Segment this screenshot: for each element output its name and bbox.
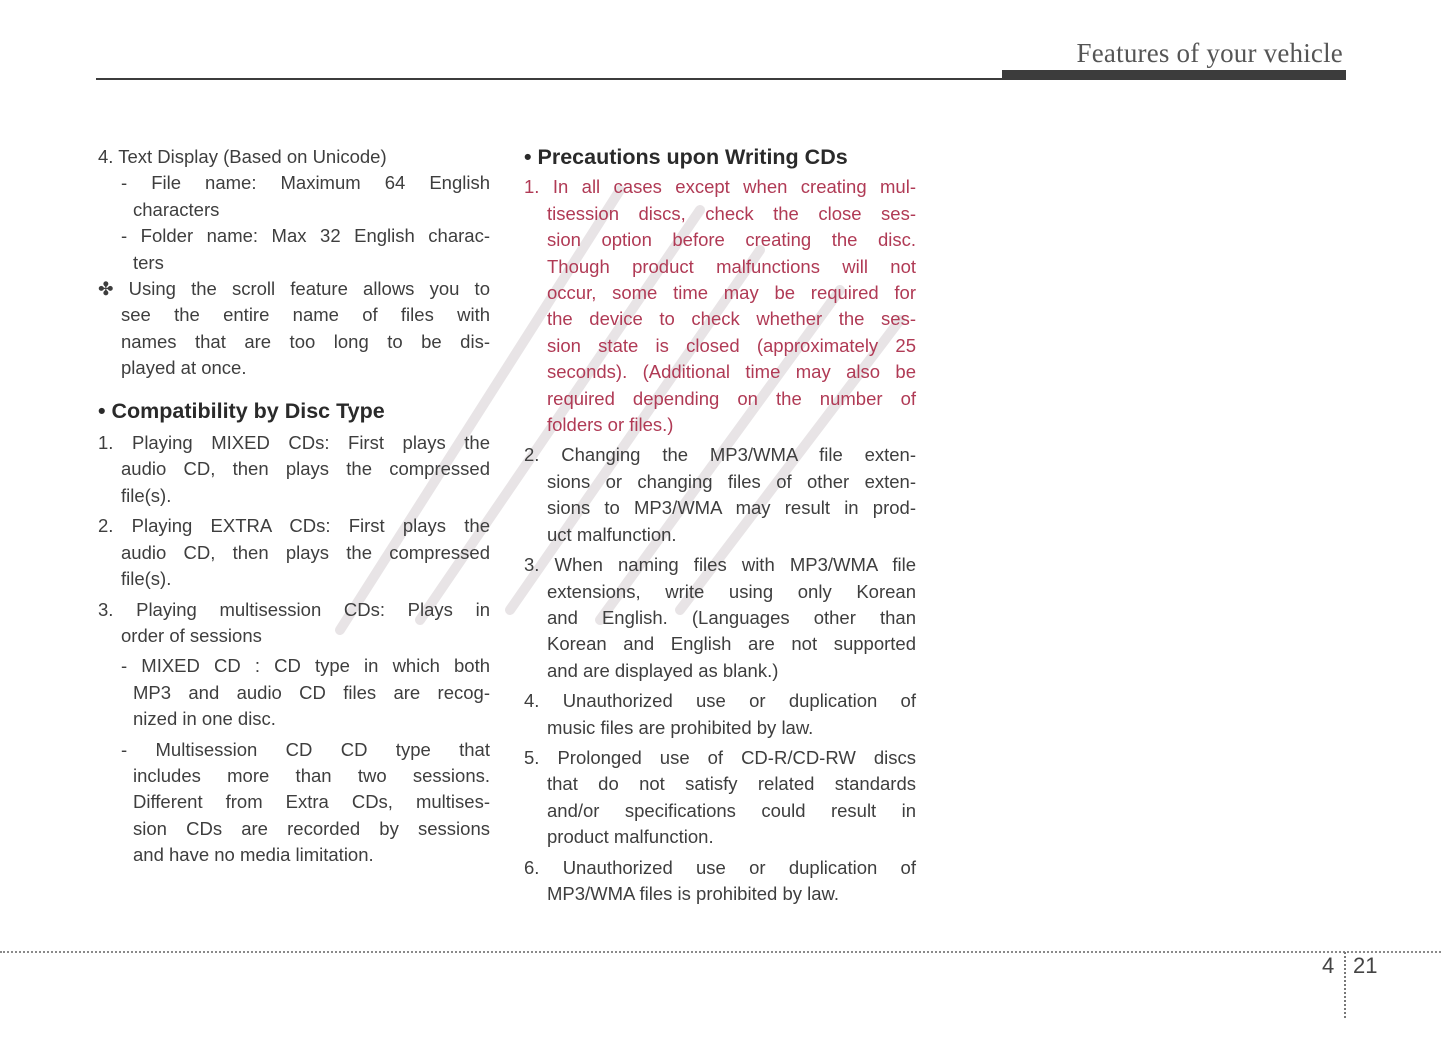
page-number: 21 — [1353, 953, 1378, 978]
multisession-cd-definition — [98, 737, 490, 869]
text-line: music files are prohibited by law. — [547, 716, 814, 738]
precaution-item-3 — [524, 552, 916, 684]
text-line: and have no media limitation. — [133, 844, 374, 866]
text-line: audio CD, then plays the compressed — [121, 458, 490, 480]
precaution-item-2 — [524, 442, 916, 548]
text-line: tisession discs, check the close ses- — [547, 202, 916, 224]
text-line: sion state is closed (approximately 25 — [547, 334, 916, 356]
text-line: that do not satisfy related standards — [547, 773, 916, 795]
text-line: the device to check whether the ses- — [547, 308, 916, 330]
file-name-sub — [98, 170, 490, 223]
text-line: 6. Unauthorized use or duplication of — [524, 856, 916, 878]
text-line: Though product malfunctions will not — [547, 255, 916, 277]
text-line: Korean and English are not supported — [547, 633, 916, 655]
text-line: sions or changing files of other exten- — [547, 470, 916, 492]
text-line: - MIXED CD : CD type in which both — [121, 655, 490, 677]
middle-column — [524, 144, 916, 911]
text-line: file(s). — [121, 484, 172, 506]
text-line: sion CDs are recorded by sessions — [133, 817, 490, 839]
precaution-item-5 — [524, 745, 916, 851]
text-line: and are displayed as blank.) — [547, 659, 779, 681]
text-line: product malfunction. — [547, 826, 714, 848]
text-line: folders or files.) — [547, 414, 674, 436]
text-line: extensions, write using only Korean — [547, 580, 916, 602]
scroll-note — [98, 276, 490, 382]
text-line: order of sessions — [121, 624, 262, 646]
text-line: 4. Unauthorized use or duplication of — [524, 690, 916, 712]
text-line: - Folder name: Max 32 English charac- — [121, 225, 490, 247]
precaution-item-6 — [524, 855, 916, 908]
text-display-item — [98, 144, 490, 382]
text-line: 5. Prolonged use of CD-R/CD-RW discs — [524, 746, 916, 768]
text-line: required depending on the number of — [547, 387, 916, 409]
header-bar — [1002, 70, 1346, 79]
text-line: 1. In all cases except when creating mul- — [524, 176, 916, 198]
text-line: MP3 and audio CD files are recog- — [133, 681, 490, 703]
compat-item-extra — [98, 513, 490, 592]
text-line: characters — [133, 198, 220, 220]
text-line: sion option before creating the disc. — [547, 229, 916, 251]
text-line: 4. Text Display (Based on Unicode) — [98, 146, 387, 167]
page-number-separator — [1344, 952, 1346, 1018]
text-line: played at once. — [121, 357, 247, 379]
text-line: 2. Changing the MP3/WMA file exten- — [524, 444, 916, 466]
text-line: - Multisession CD CD type that — [121, 738, 490, 760]
page-chapter-number: 4 — [1322, 953, 1335, 978]
text-line: sions to MP3/WMA may result in prod- — [547, 497, 916, 519]
footer-dotted-rule — [0, 951, 1441, 953]
compatibility-heading: • Compatibility by Disc Type — [98, 398, 385, 423]
text-line: ✤ Using the scroll feature allows you to — [98, 278, 490, 300]
precaution-item-1 — [524, 174, 916, 438]
compat-item-multisession — [98, 597, 490, 650]
text-line: see the entire name of files with — [121, 304, 490, 326]
text-line: nized in one disc. — [133, 708, 276, 730]
precaution-item-4 — [524, 688, 916, 741]
page-header-title: Features of your vehicle — [1076, 38, 1343, 68]
text-line: 3. When naming files with MP3/WMA file — [524, 554, 916, 576]
text-line: occur, some time may be required for — [547, 282, 916, 304]
text-line: 3. Playing multisession CDs: Plays in — [98, 598, 490, 620]
text-line: includes more than two sessions. — [133, 764, 490, 786]
text-line: seconds). (Additional time may also be — [547, 361, 916, 383]
text-line: uct malfunction. — [547, 523, 677, 545]
precautions-heading: • Precautions upon Writing CDs — [524, 145, 848, 169]
text-line: names that are too long to be dis- — [121, 330, 490, 352]
text-line: and English. (Languages other than — [547, 606, 916, 628]
text-line: file(s). — [121, 568, 172, 590]
text-line: and/or specifications could result in — [547, 799, 916, 821]
text-line: 1. Playing MIXED CDs: First plays the — [98, 432, 490, 454]
folder-name-sub — [98, 223, 490, 276]
compat-item-mixed — [98, 430, 490, 509]
text-line: ters — [133, 251, 164, 273]
left-column — [98, 144, 490, 873]
text-line: 2. Playing EXTRA CDs: First plays the — [98, 515, 490, 537]
mixed-cd-definition — [98, 653, 490, 732]
text-line: Different from Extra CDs, multises- — [133, 791, 490, 813]
text-line: - File name: Maximum 64 English — [121, 172, 490, 194]
text-line: audio CD, then plays the compressed — [121, 541, 490, 563]
text-line: MP3/WMA files is prohibited by law. — [547, 882, 839, 904]
